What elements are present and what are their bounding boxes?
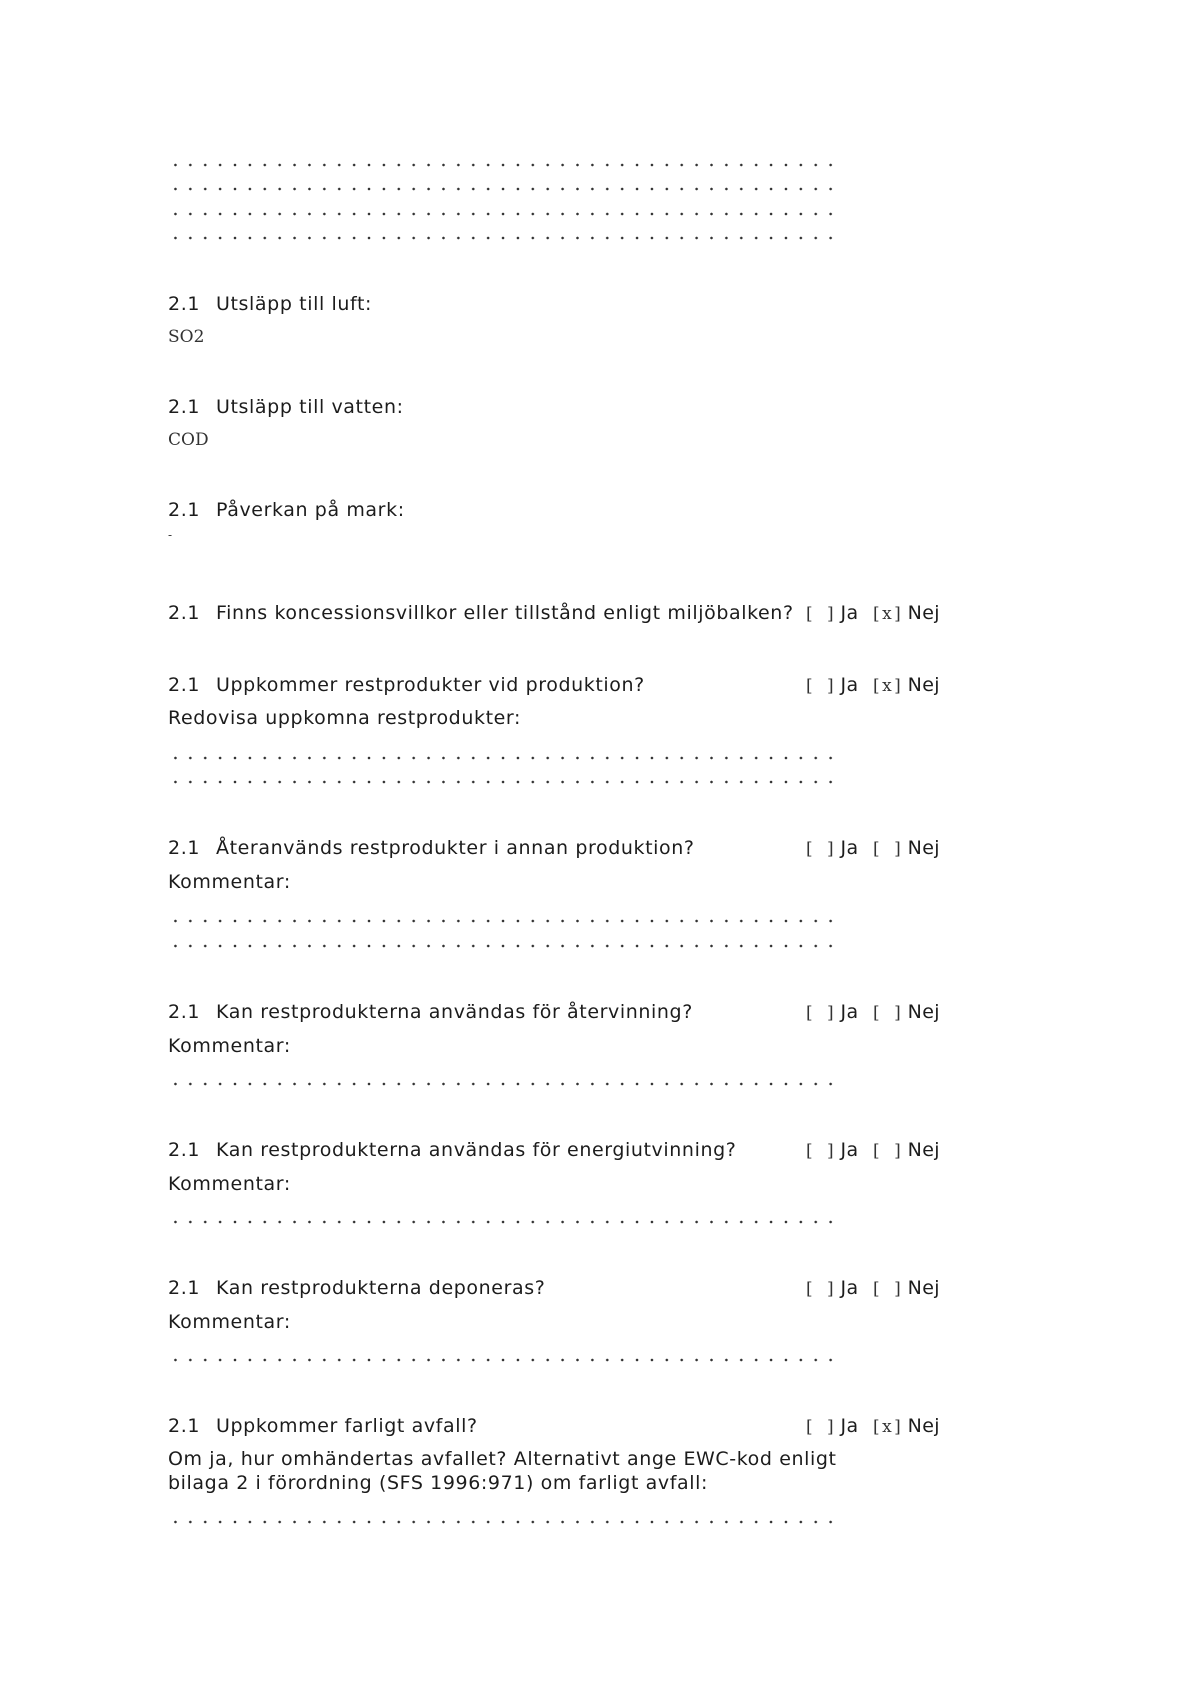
question-number: 2.1 <box>168 1139 201 1161</box>
yes-no-options <box>806 1277 940 1299</box>
nej-label: Nej <box>907 602 940 624</box>
ja-label: Ja <box>840 1415 859 1437</box>
answer-line[interactable] <box>168 187 836 191</box>
question-number: 2.1 <box>168 837 201 859</box>
nej-label: Nej <box>907 1277 940 1299</box>
question-label: Uppkommer farligt avfall? <box>216 1415 478 1437</box>
answer-line[interactable] <box>168 1358 836 1362</box>
question-label: Finns koncessionsvillkor eller tillstånd enligt miljöbalken? <box>216 602 794 624</box>
section-answer: COD <box>168 430 209 450</box>
ja-label: Ja <box>840 1139 859 1161</box>
question-sublabel-continued: bilaga 2 i förordning (SFS 1996:971) om farligt avfall: <box>168 1472 709 1494</box>
question-label: Kan restprodukterna användas för energiutvinning? <box>216 1139 737 1161</box>
question-sublabel: Kommentar: <box>168 871 291 893</box>
question-hazardous-waste <box>168 1415 478 1437</box>
nej-checkbox[interactable]: [ x ] <box>873 1417 902 1437</box>
answer-line[interactable] <box>168 1220 836 1224</box>
nej-checkbox[interactable]: [ ] <box>873 1141 902 1161</box>
question-permit <box>168 602 794 624</box>
section-label: Utsläpp till vatten: <box>216 396 404 418</box>
section-number: 2.1 <box>168 499 201 521</box>
answer-line[interactable] <box>168 163 836 167</box>
question-number: 2.1 <box>168 1001 201 1023</box>
yes-no-options <box>806 1139 940 1161</box>
ja-label: Ja <box>840 602 859 624</box>
question-label: Kan restprodukterna användas för återvinning? <box>216 1001 693 1023</box>
section-heading-ground <box>168 499 405 521</box>
ja-label: Ja <box>840 837 859 859</box>
section-number: 2.1 <box>168 293 201 315</box>
ja-checkbox[interactable]: [ ] <box>806 839 835 859</box>
nej-label: Nej <box>907 1139 940 1161</box>
nej-checkbox[interactable]: [ x ] <box>873 604 902 624</box>
question-sublabel: Redovisa uppkomna restprodukter: <box>168 707 522 729</box>
question-number: 2.1 <box>168 674 201 696</box>
question-label: Uppkommer restprodukter vid produktion? <box>216 674 645 696</box>
ja-label: Ja <box>840 674 859 696</box>
ja-checkbox[interactable]: [ ] <box>806 1279 835 1299</box>
section-number: 2.1 <box>168 396 201 418</box>
ja-checkbox[interactable]: [ ] <box>806 604 835 624</box>
section-heading-water <box>168 396 404 418</box>
question-recycling <box>168 1001 693 1023</box>
yes-no-options <box>806 602 940 624</box>
question-number: 2.1 <box>168 1277 201 1299</box>
question-sublabel: Kommentar: <box>168 1311 291 1333</box>
section-heading-air <box>168 293 372 315</box>
ja-checkbox[interactable]: [ ] <box>806 676 835 696</box>
nej-checkbox[interactable]: [ ] <box>873 1003 902 1023</box>
nej-label: Nej <box>907 837 940 859</box>
ja-label: Ja <box>840 1277 859 1299</box>
yes-no-options <box>806 1001 940 1023</box>
answer-line[interactable] <box>168 780 836 784</box>
question-label: Återanvänds restprodukter i annan produktion? <box>216 837 695 859</box>
ja-checkbox[interactable]: [ ] <box>806 1417 835 1437</box>
section-answer: SO2 <box>168 327 205 347</box>
yes-no-options <box>806 674 940 696</box>
nej-checkbox[interactable]: [ ] <box>873 839 902 859</box>
question-reuse <box>168 837 695 859</box>
answer-line[interactable] <box>168 756 836 760</box>
question-residual-products <box>168 674 645 696</box>
answer-line[interactable] <box>168 1082 836 1086</box>
question-sublabel: Kommentar: <box>168 1173 291 1195</box>
question-sublabel: Kommentar: <box>168 1035 291 1057</box>
yes-no-options <box>806 837 940 859</box>
section-answer: - <box>168 528 173 542</box>
question-sublabel: Om ja, hur omhändertas avfallet? Alternativt ange EWC-kod enligt <box>168 1448 837 1470</box>
answer-line[interactable] <box>168 1520 836 1524</box>
answer-line[interactable] <box>168 944 836 948</box>
nej-checkbox[interactable]: [ ] <box>873 1279 902 1299</box>
question-label: Kan restprodukterna deponeras? <box>216 1277 546 1299</box>
nej-label: Nej <box>907 1415 940 1437</box>
section-label: Påverkan på mark: <box>216 499 405 521</box>
answer-line[interactable] <box>168 919 836 923</box>
nej-checkbox[interactable]: [ x ] <box>873 676 902 696</box>
answer-line[interactable] <box>168 212 836 216</box>
answer-line[interactable] <box>168 236 836 240</box>
ja-label: Ja <box>840 1001 859 1023</box>
nej-label: Nej <box>907 1001 940 1023</box>
question-number: 2.1 <box>168 602 201 624</box>
section-label: Utsläpp till luft: <box>216 293 372 315</box>
question-number: 2.1 <box>168 1415 201 1437</box>
ja-checkbox[interactable]: [ ] <box>806 1141 835 1161</box>
question-energy-recovery <box>168 1139 736 1161</box>
question-landfill <box>168 1277 545 1299</box>
yes-no-options <box>806 1415 940 1437</box>
ja-checkbox[interactable]: [ ] <box>806 1003 835 1023</box>
nej-label: Nej <box>907 674 940 696</box>
